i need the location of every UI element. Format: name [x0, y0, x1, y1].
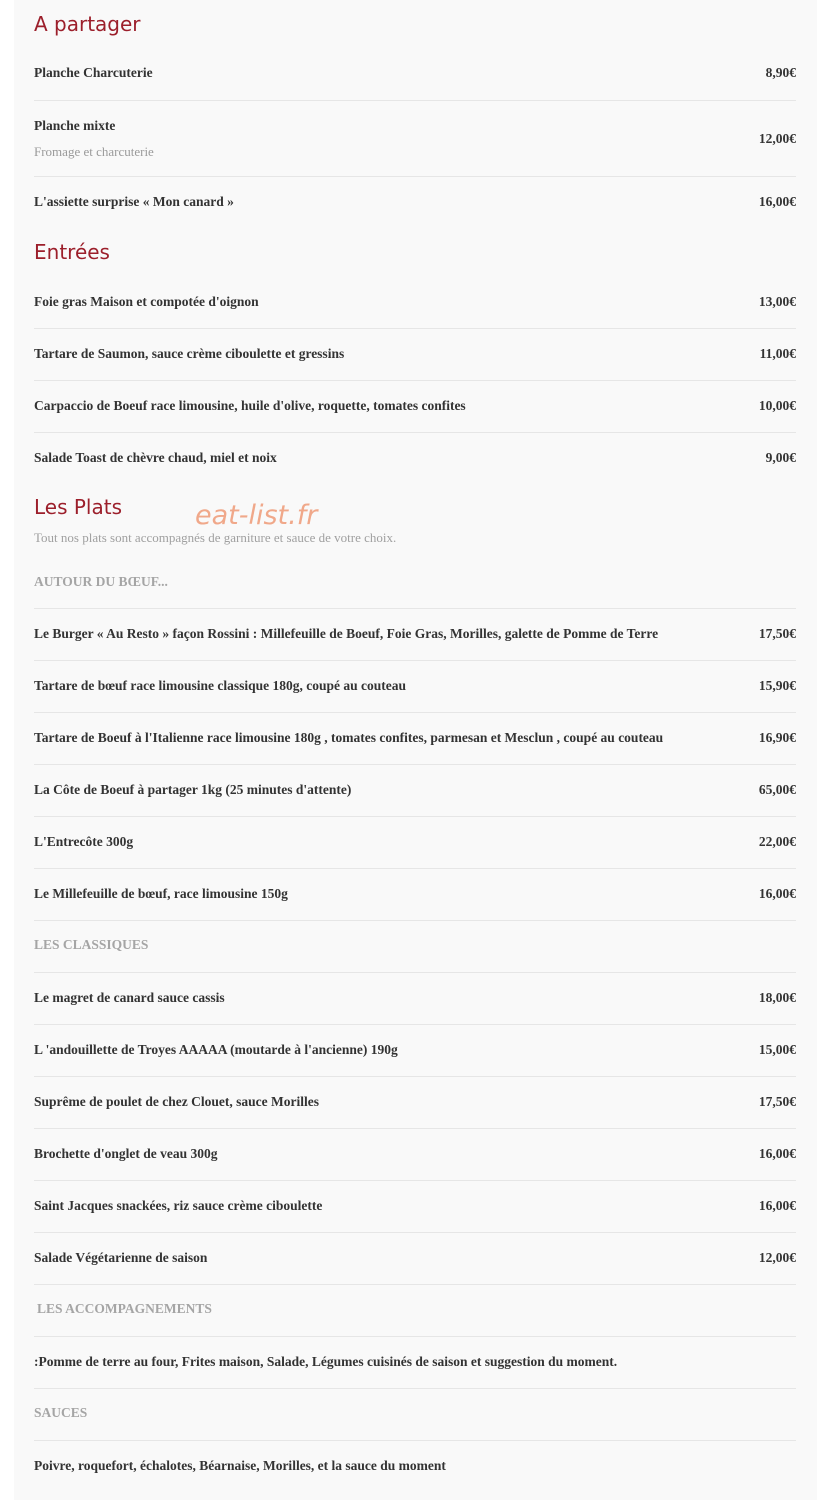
item-price: 16,00€ — [758, 1198, 796, 1213]
item-price: 17,50€ — [758, 1094, 796, 1109]
item-name: Planche mixte — [34, 118, 116, 133]
item-price: 12,00€ — [758, 131, 796, 146]
item-name: Le Burger « Au Resto » façon Rossini : Millefeuille de Boeuf, Foie Gras, Morilles, galette de Pomme de Terre — [34, 626, 659, 641]
item-name: Tartare de Boeuf à l'Italienne race limousine 180g , tomates confites, parmesan et Mesclun , coupé au couteau — [34, 730, 664, 745]
item-price: 16,00€ — [758, 886, 796, 901]
menu-item — [34, 1129, 796, 1181]
menu-item — [34, 661, 796, 713]
subhead-boeuf: AUTOUR DU BŒUF... — [34, 558, 796, 609]
item-price: 11,00€ — [759, 346, 796, 361]
item-price: 15,90€ — [758, 678, 796, 693]
menu-item — [34, 101, 796, 177]
menu-item — [34, 381, 796, 433]
item-price: 16,90€ — [758, 730, 796, 745]
menu-item — [34, 277, 796, 329]
item-name: Foie gras Maison et compotée d'oignon — [34, 294, 259, 309]
item-name: Carpaccio de Boeuf race limousine, huile d'olive, roquette, tomates confites — [34, 398, 466, 413]
menu-item — [34, 433, 796, 485]
subhead-classiques: LES CLASSIQUES — [34, 921, 796, 973]
subhead-accompagnements: LES ACCOMPAGNEMENTS — [34, 1285, 796, 1337]
menu-item — [34, 609, 796, 661]
item-name: L'assiette surprise « Mon canard » — [34, 194, 234, 209]
item-price: 15,00€ — [758, 1042, 796, 1057]
menu-item — [34, 1233, 796, 1285]
menu-item — [34, 1181, 796, 1233]
item-name: Tartare de Saumon, sauce crème ciboulette et gressins — [34, 346, 345, 361]
section-title-entrees: Entrées — [34, 240, 110, 264]
menu-item — [34, 329, 796, 381]
menu-item — [34, 1077, 796, 1129]
item-price: 12,00€ — [758, 1250, 796, 1265]
watermark: eat-list.fr — [195, 500, 318, 531]
menu-item — [34, 869, 796, 921]
item-price: 13,00€ — [758, 294, 796, 309]
plats-note: Tout nos plats sont accompagnés de garniture et sauce de votre choix. — [34, 530, 397, 545]
item-price: 10,00€ — [758, 398, 796, 413]
item-price: 8,90€ — [765, 65, 796, 80]
item-name: Salade Végétarienne de saison — [34, 1250, 208, 1265]
item-description: Fromage et charcuterie — [34, 144, 154, 159]
item-name: Le magret de canard sauce cassis — [34, 990, 225, 1005]
menu-item — [34, 1025, 796, 1077]
item-price: 16,00€ — [758, 194, 796, 209]
menu-item — [34, 177, 796, 229]
menu-item — [34, 765, 796, 817]
section-title-plats: Les Plats — [34, 495, 123, 519]
item-name: Planche Charcuterie — [34, 65, 153, 80]
item-price: 22,00€ — [758, 834, 796, 849]
menu-item — [34, 713, 796, 765]
item-price: 18,00€ — [758, 990, 796, 1005]
item-name: Poivre, roquefort, échalotes, Béarnaise, Morilles, et la sauce du moment — [34, 1458, 446, 1473]
item-name: La Côte de Boeuf à partager 1kg (25 minutes d'attente) — [34, 782, 352, 797]
item-price: 65,00€ — [758, 782, 796, 797]
item-name: Salade Toast de chèvre chaud, miel et noix — [34, 450, 277, 465]
item-name: Suprême de poulet de chez Clouet, sauce Morilles — [34, 1094, 319, 1109]
item-name: L 'andouillette de Troyes AAAAA (moutarde à l'ancienne) 190g — [34, 1042, 398, 1057]
menu-item-sauces — [34, 1441, 796, 1493]
item-name: Tartare de bœuf race limousine classique 180g, coupé au couteau — [34, 678, 407, 693]
item-price: 17,50€ — [758, 626, 796, 641]
item-price: 16,00€ — [758, 1146, 796, 1161]
item-name: Saint Jacques snackées, riz sauce crème ciboulette — [34, 1198, 323, 1213]
menu-item — [34, 817, 796, 869]
menu-item-accompagnements — [34, 1337, 796, 1389]
subhead-sauces: SAUCES — [34, 1389, 796, 1441]
section-title-partager: A partager — [34, 12, 141, 36]
item-price: 9,00€ — [765, 450, 796, 465]
menu-item — [34, 48, 796, 101]
menu-item — [34, 973, 796, 1025]
item-name: :Pomme de terre au four, Frites maison, Salade, Légumes cuisinés de saison et suggestion du moment. — [34, 1354, 618, 1369]
item-name: L'Entrecôte 300g — [34, 834, 134, 849]
item-name: Brochette d'onglet de veau 300g — [34, 1146, 218, 1161]
item-name: Le Millefeuille de bœuf, race limousine 150g — [34, 886, 288, 901]
